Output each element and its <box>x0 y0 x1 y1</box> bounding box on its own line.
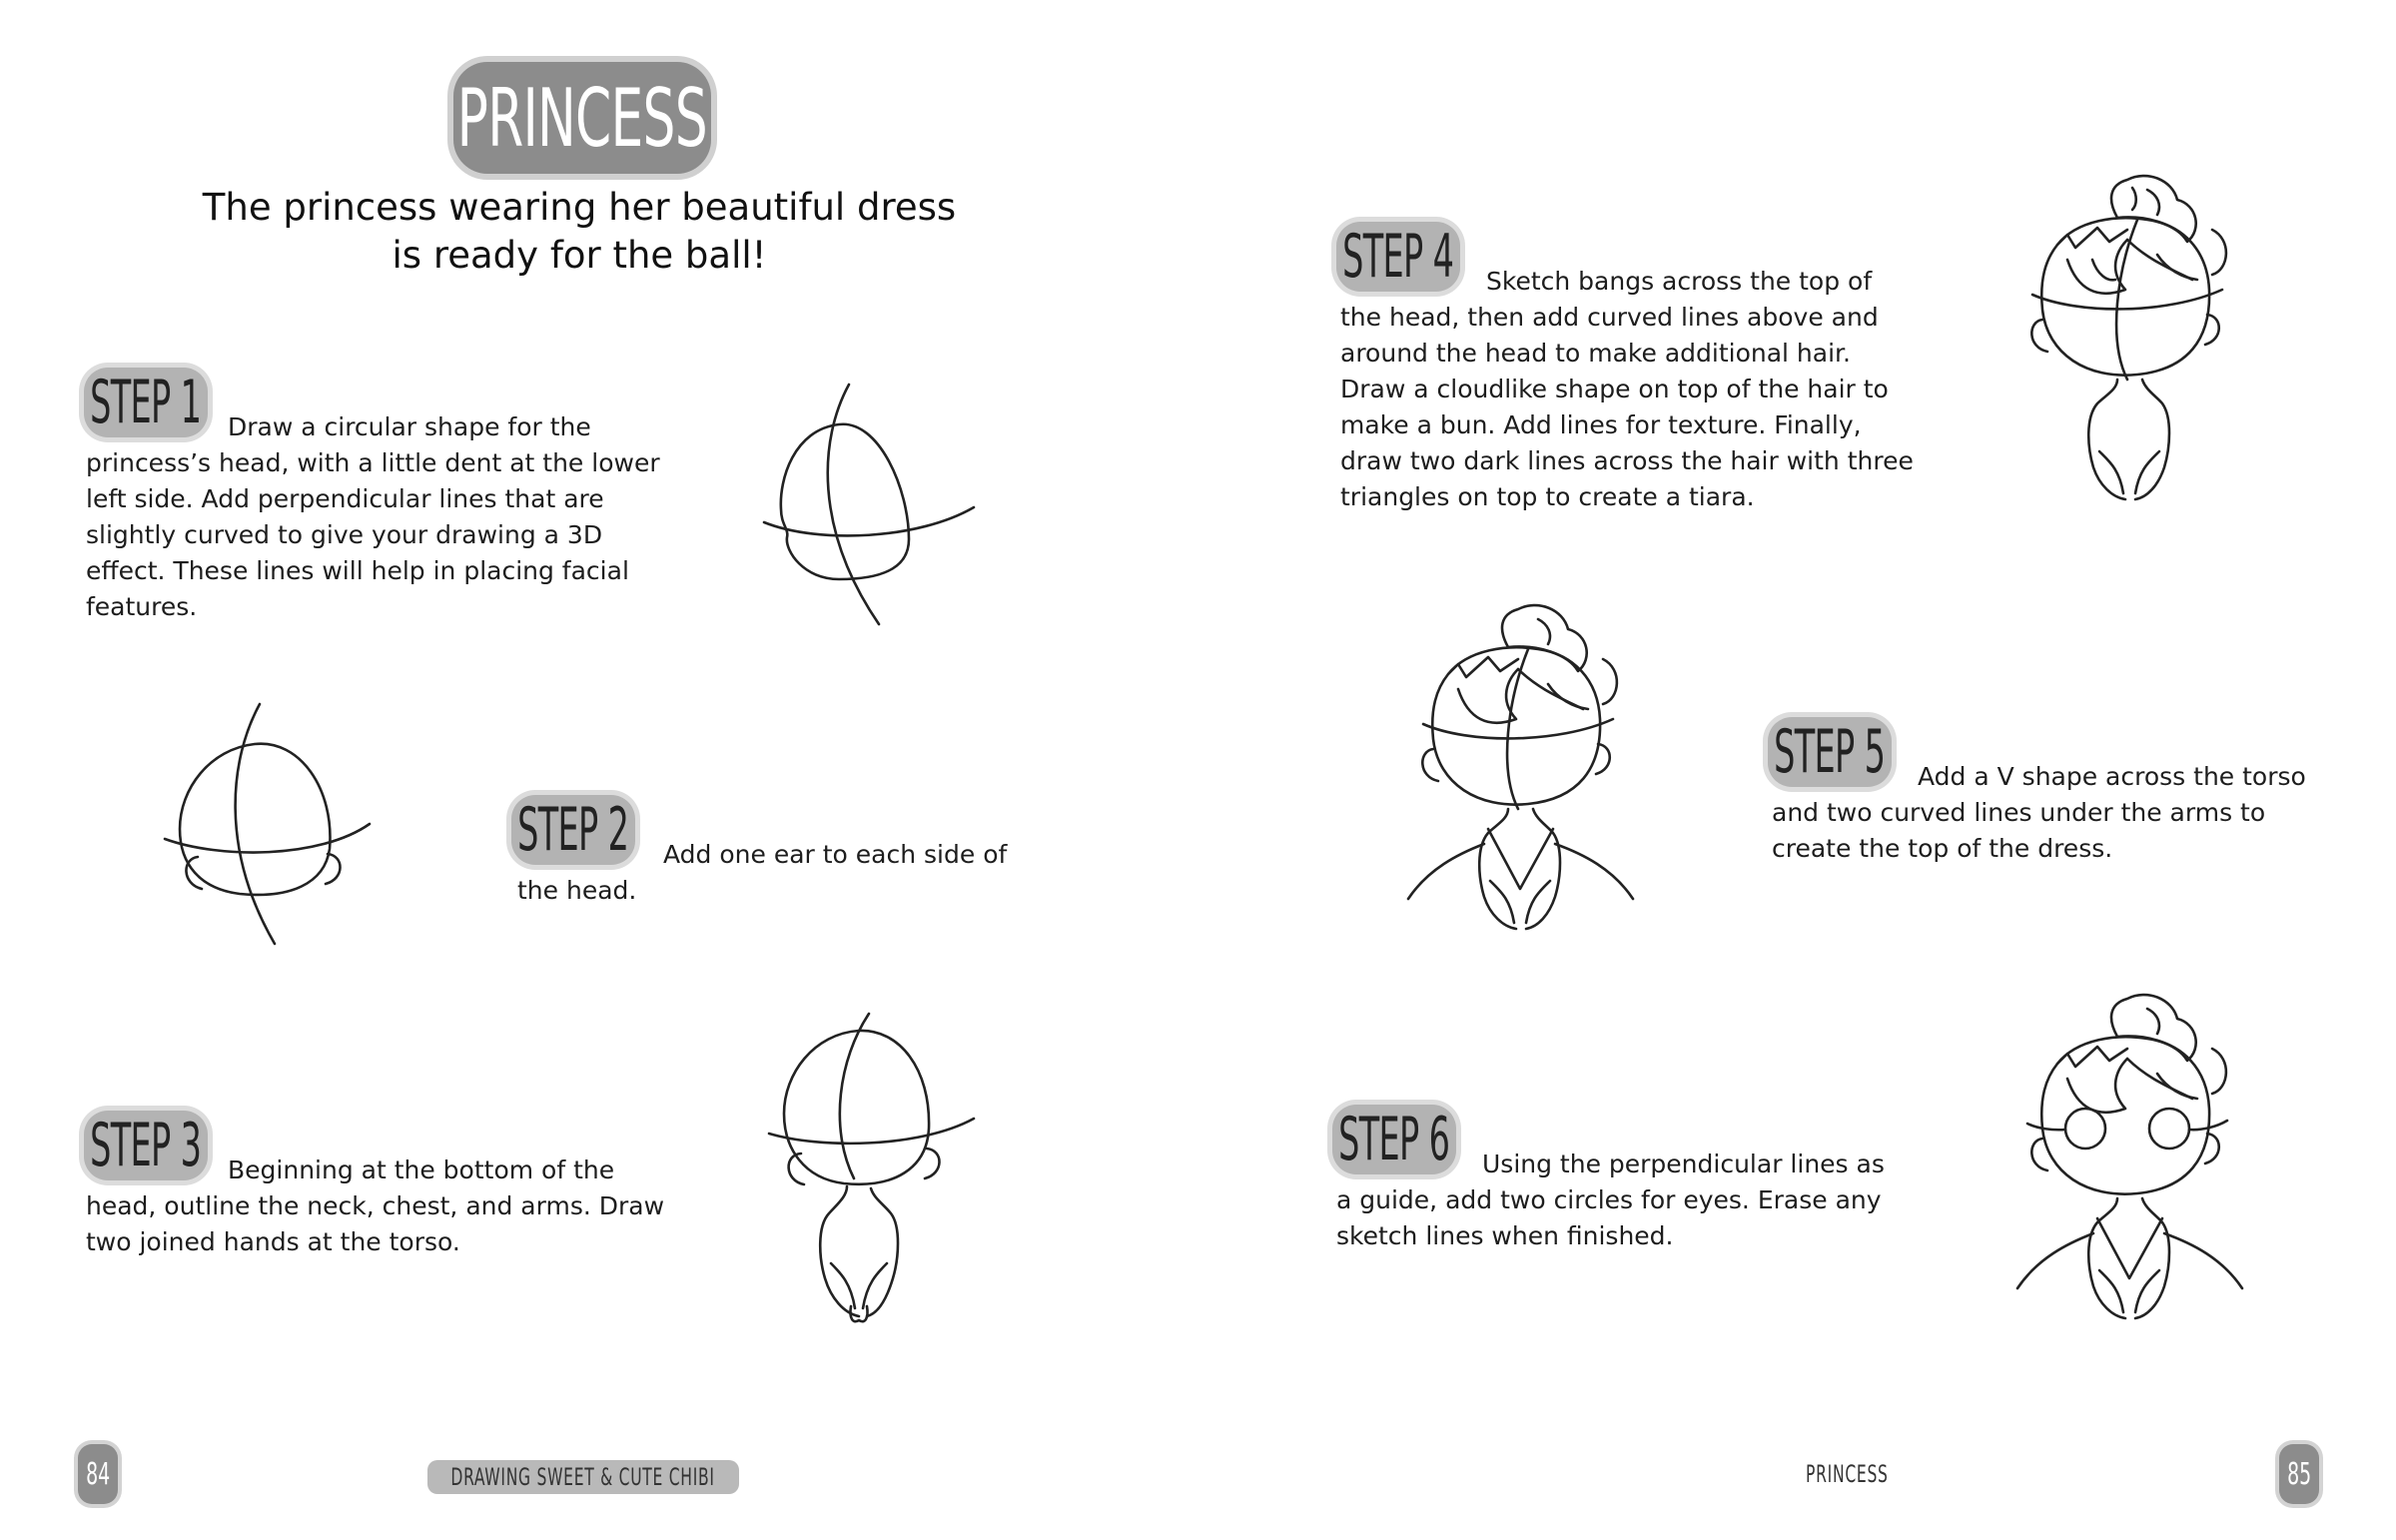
step-6-text: Using the perpendicular lines as a guide, add two circles for eyes. Erase any sketch lines when finished. <box>1336 1150 1885 1250</box>
step-4-drawing <box>1997 170 2257 509</box>
step-5-drawing <box>1388 599 1648 939</box>
step-5-label: STEP 5 <box>1774 717 1886 787</box>
step-2-drawing <box>160 699 390 959</box>
page-subtitle: The princess wearing her beautiful dress is ready for the ball! <box>202 186 957 277</box>
left-page-number: 84 <box>85 1456 111 1492</box>
step-3-drawing <box>759 1009 989 1328</box>
right-page-number: 85 <box>2286 1456 2312 1492</box>
step-2-label: STEP 2 <box>517 795 629 865</box>
step-3-label: STEP 3 <box>90 1111 202 1180</box>
step-6-drawing <box>1997 989 2257 1328</box>
step-3-text: Beginning at the bottom of the head, outline the neck, chest, and arms. Draw two joined hands at the torso. <box>86 1155 665 1256</box>
step-1-drawing <box>759 380 989 639</box>
step-1-text: Draw a circular shape for the princess’s head, with a little dent at the lower left side. Add perpendicular lines that are slightly curved to give your drawing a 3D effect. These lines will help in placing facial features. <box>86 412 660 621</box>
page-title: PRINCESS <box>456 71 708 165</box>
step-5-text: Add a V shape across the torso and two curved lines under the arms to create the top of the dress. <box>1772 762 2306 863</box>
title-badge <box>453 62 711 174</box>
left-page-number-badge <box>78 1444 118 1504</box>
right-running-head: PRINCESS <box>1806 1460 1889 1488</box>
step-4-label: STEP 4 <box>1342 222 1454 292</box>
right-page-number-badge <box>2279 1444 2319 1504</box>
step-4-text: Sketch bangs across the top of the head, then add curved lines above and around the head to make additional hair. Draw a cloudlike shape on top of the hair to make a bun. Add lines for texture. Finally, draw two dark lines across the hair with three triangles on top to create a tiara. <box>1340 267 1914 511</box>
step-6-label: STEP 6 <box>1338 1105 1450 1174</box>
right-page <box>1198 0 2396 1540</box>
left-running-head: DRAWING SWEET & CUTE CHIBI <box>427 1460 739 1494</box>
step-2-text: Add one ear to each side of the head. <box>517 840 1008 905</box>
step-1-label: STEP 1 <box>90 368 202 437</box>
